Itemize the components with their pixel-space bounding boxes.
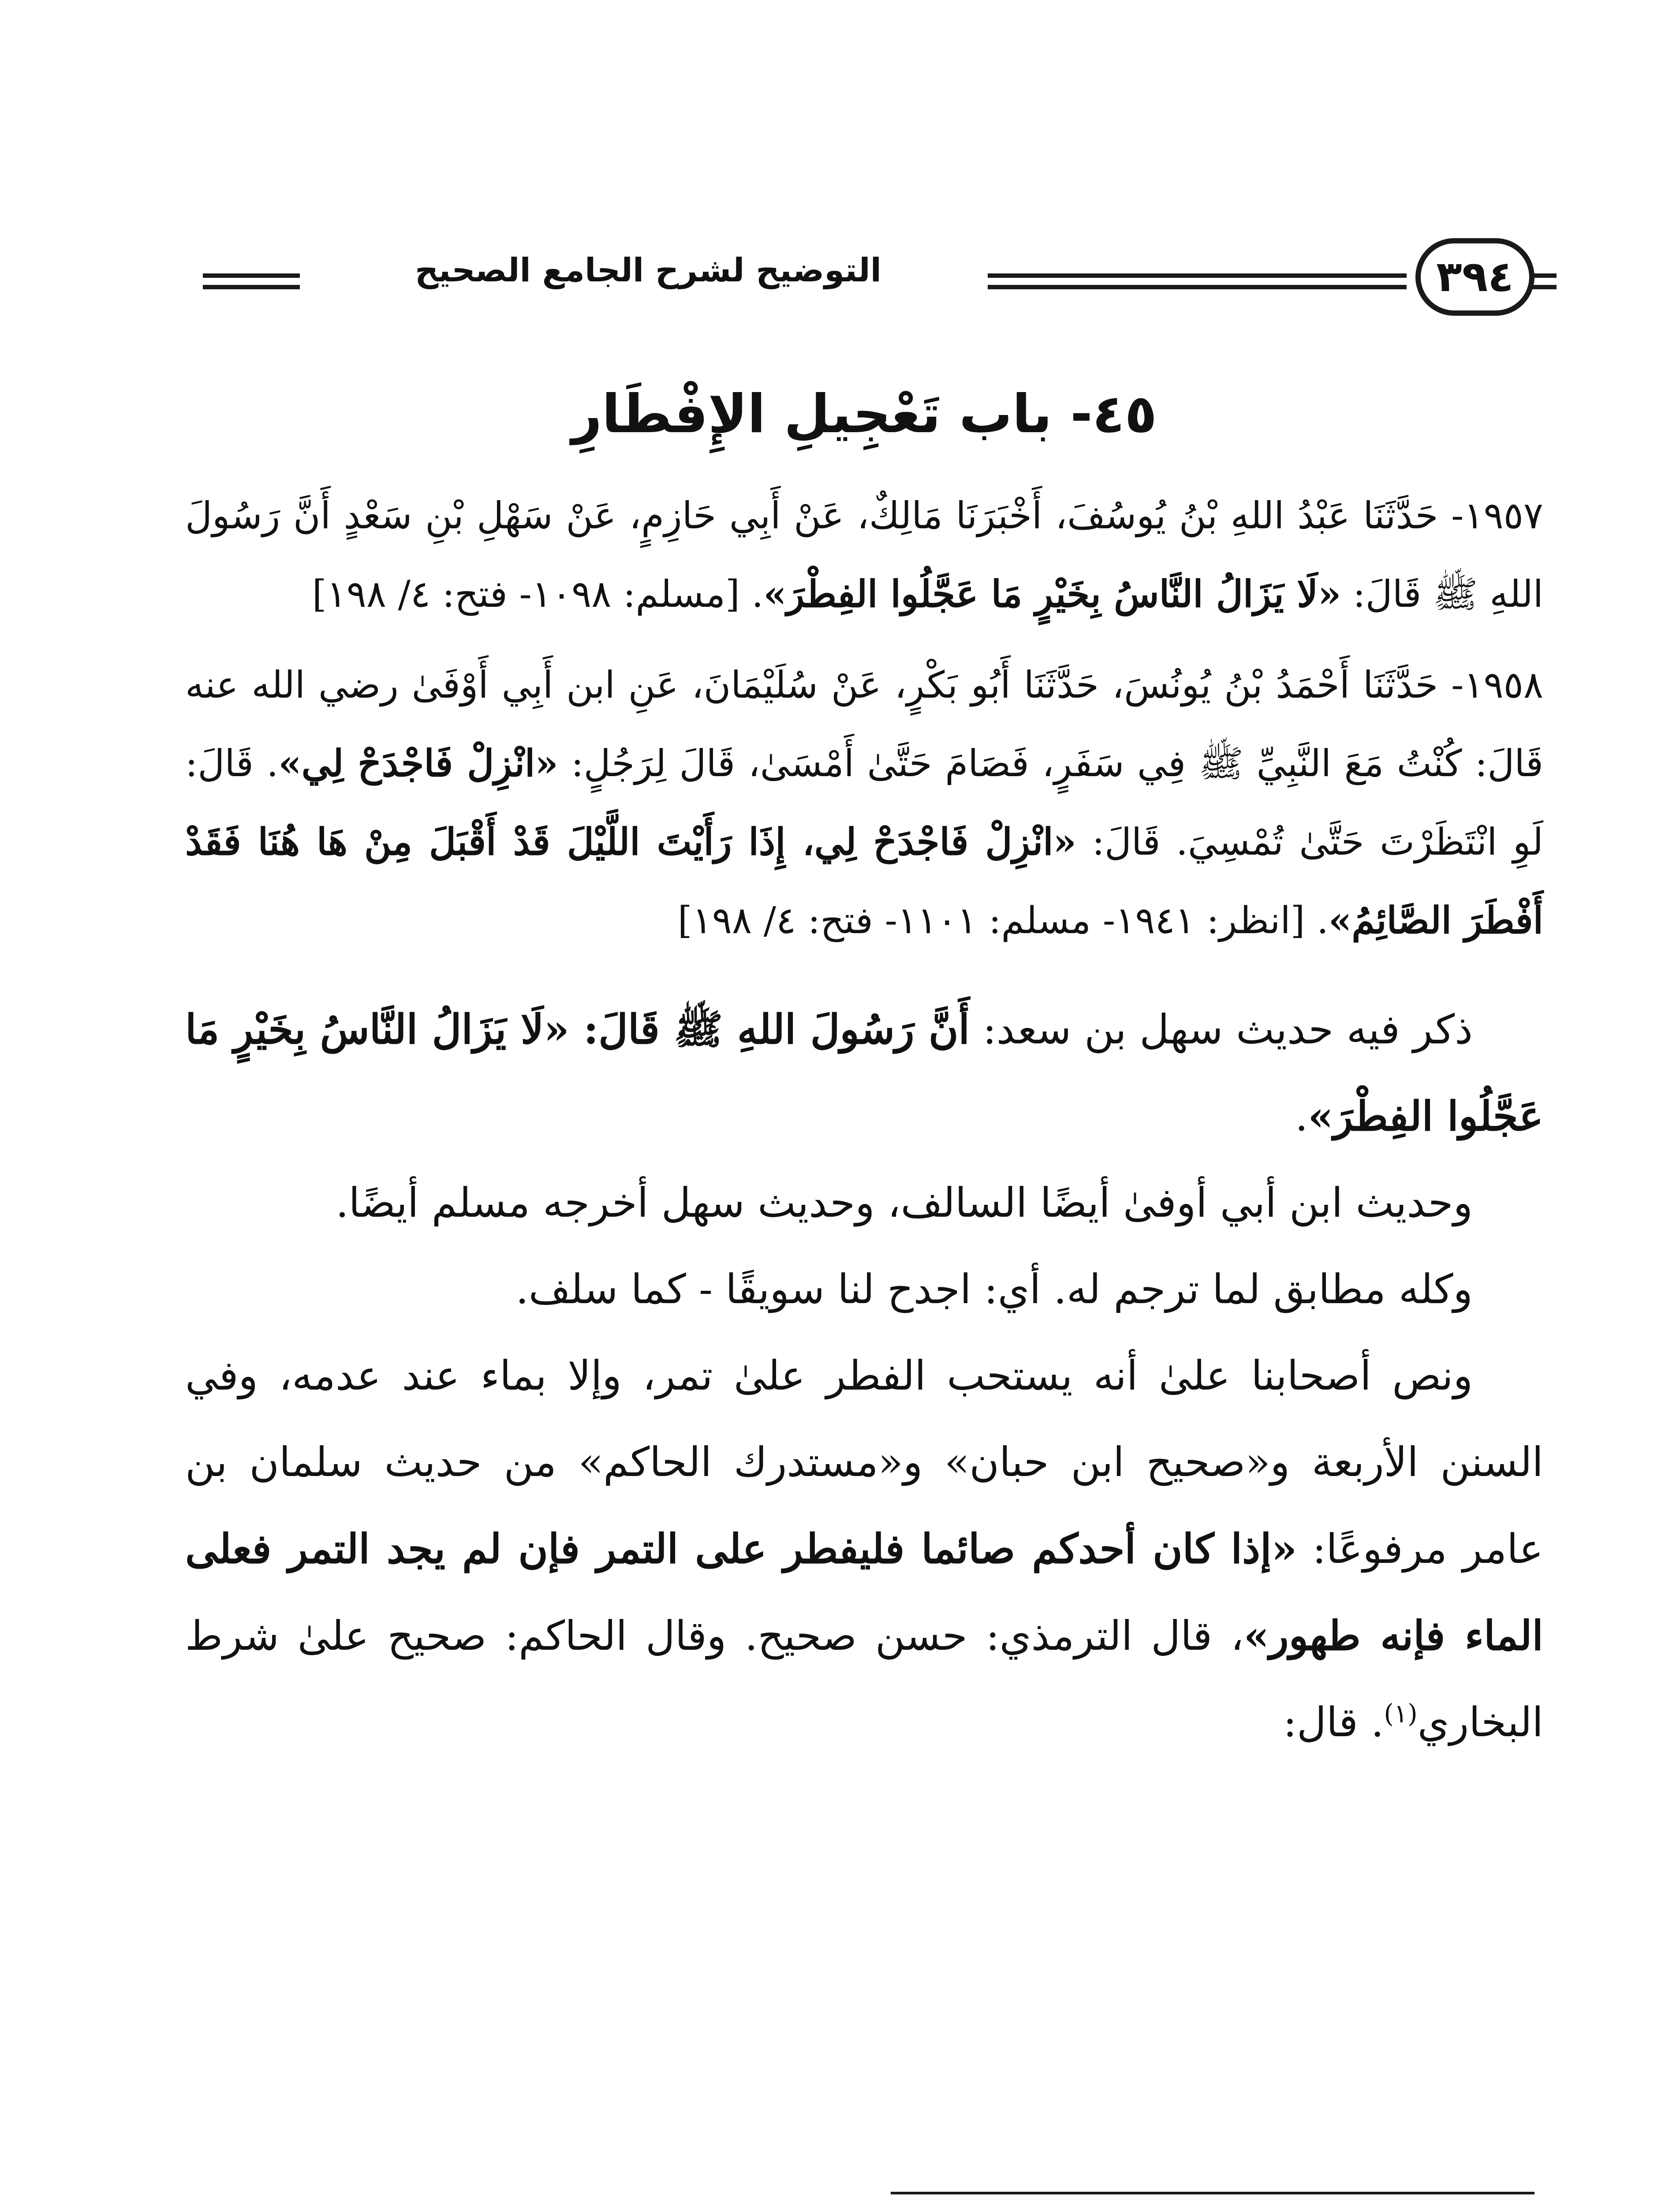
hadith-1957-isnad: ١٩٥٧- حَدَّثَنَا عَبْدُ اللهِ بْنُ يُوسُفَ، أَخْبَرَنَا مَالِكٌ، عَنْ أَبِي حَازِمٍ، عَنْ سَهْلِ بْنِ سَعْدٍ أَنَّ رَسُولَ اللهِ ﷺ قَالَ: bbox=[185, 494, 1543, 616]
page-number: ٣٩٤ bbox=[1415, 238, 1534, 316]
commentary-paragraph-4 bbox=[185, 1333, 1543, 1766]
running-header bbox=[185, 238, 1543, 326]
commentary-1-quote: أَنَّ رَسُولَ اللهِ ﷺ قَالَ: «لَا يَزَالُ النَّاسُ بِخَيْرٍ مَا عَجَّلُوا الفِطْرَ» bbox=[185, 1005, 1543, 1140]
commentary-paragraph-3: وكله مطابق لما ترجم له. أي: اجدح لنا سويقًا - كما سلف. bbox=[515, 1266, 1473, 1313]
commentary-1-intro: ذكر فيه حديث سهل بن سعد: bbox=[970, 1006, 1473, 1053]
commentary-paragraph-1 bbox=[185, 986, 1543, 1160]
header-rule-left bbox=[203, 273, 300, 289]
running-title: التوضيح لشرح الجامع الصحيح bbox=[414, 251, 882, 289]
commentary-4-end: . قال: bbox=[1283, 1699, 1384, 1746]
hadith-1957-matn: «لَا يَزَالُ النَّاسُ بِخَيْرٍ مَا عَجَّلُوا الفِطْرَ» bbox=[763, 572, 1341, 616]
hadith-1957-ref: . [مسلم: ١٠٩٨- فتح: ٤/ ١٩٨] bbox=[312, 572, 764, 616]
commentary-4-grading: ، قال الترمذي: حسن صحيح. وقال الحاكم: صحيح علىٰ شرط البخاري bbox=[185, 1612, 1543, 1746]
hadith-1958-isnad: ١٩٥٨- حَدَّثَنَا أَحْمَدُ بْنُ يُونُسَ، حَدَّثَنَا أَبُو بَكْرٍ، عَنْ سُلَيْمَانَ، عَنِ ابن أَبِي أَوْفَىٰ رضي الله عنه قَالَ: كُنْتُ مَعَ النَّبِيِّ ﷺ فِي سَفَرٍ، فَصَامَ حَتَّىٰ أَمْسَىٰ، قَالَ لِرَجُلٍ: bbox=[185, 663, 1544, 785]
commentary-4-quote: «إذا كان أحدكم صائما فليفطر على التمر فإن لم يجد التمر فعلى الماء فإنه طهور» bbox=[185, 1525, 1543, 1659]
commentary-1-end: . bbox=[1295, 1093, 1308, 1140]
hadith-1958-matn-a: «انْزِلْ فَاجْدَحْ لِي» bbox=[278, 741, 558, 785]
commentary-paragraph-2: وحديث ابن أبي أوفىٰ أيضًا السالف، وحديث سهل أخرجه مسلم أيضًا. bbox=[336, 1179, 1473, 1226]
main-text bbox=[185, 476, 1543, 1766]
header-rule-middle bbox=[988, 273, 1407, 289]
footnote-ref-1[interactable]: (١) bbox=[1384, 1698, 1418, 1729]
footnote-separator bbox=[891, 2192, 1534, 2194]
hadith-1958-mid: . قَالَ: لَوِ انْتَظَرْتَ حَتَّىٰ تُمْسِيَ. قَالَ: bbox=[185, 742, 1543, 863]
commentary-4-intro: ونص أصحابنا علىٰ أنه يستحب الفطر علىٰ تمر، وإلا بماء عند عدمه، وفي السنن الأربعة و«صحيح ابن حبان» و«مستدرك الحاكم» من حديث سلمان بن عامر مرفوعًا: bbox=[185, 1352, 1543, 1573]
hadith-1958-ref: . [انظر: ١٩٤١- مسلم: ١١٠١- فتح: ٤/ ١٩٨] bbox=[677, 899, 1329, 942]
hadith-1958 bbox=[185, 646, 1543, 960]
hadith-1957 bbox=[185, 476, 1543, 633]
chapter-title: ٤٥- باب تَعْجِيلِ الإِفْطَارِ bbox=[571, 384, 1157, 445]
header-rule-right bbox=[1530, 273, 1557, 289]
hadith-1958-matn-b: «انْزِلْ فَاجْدَحْ لِي، إِذَا رَأَيْتَ اللَّيْلَ قَدْ أَقْبَلَ مِنْ هَا هُنَا فَقَدْ أَفْطَرَ الصَّائِمُ» bbox=[185, 820, 1543, 942]
